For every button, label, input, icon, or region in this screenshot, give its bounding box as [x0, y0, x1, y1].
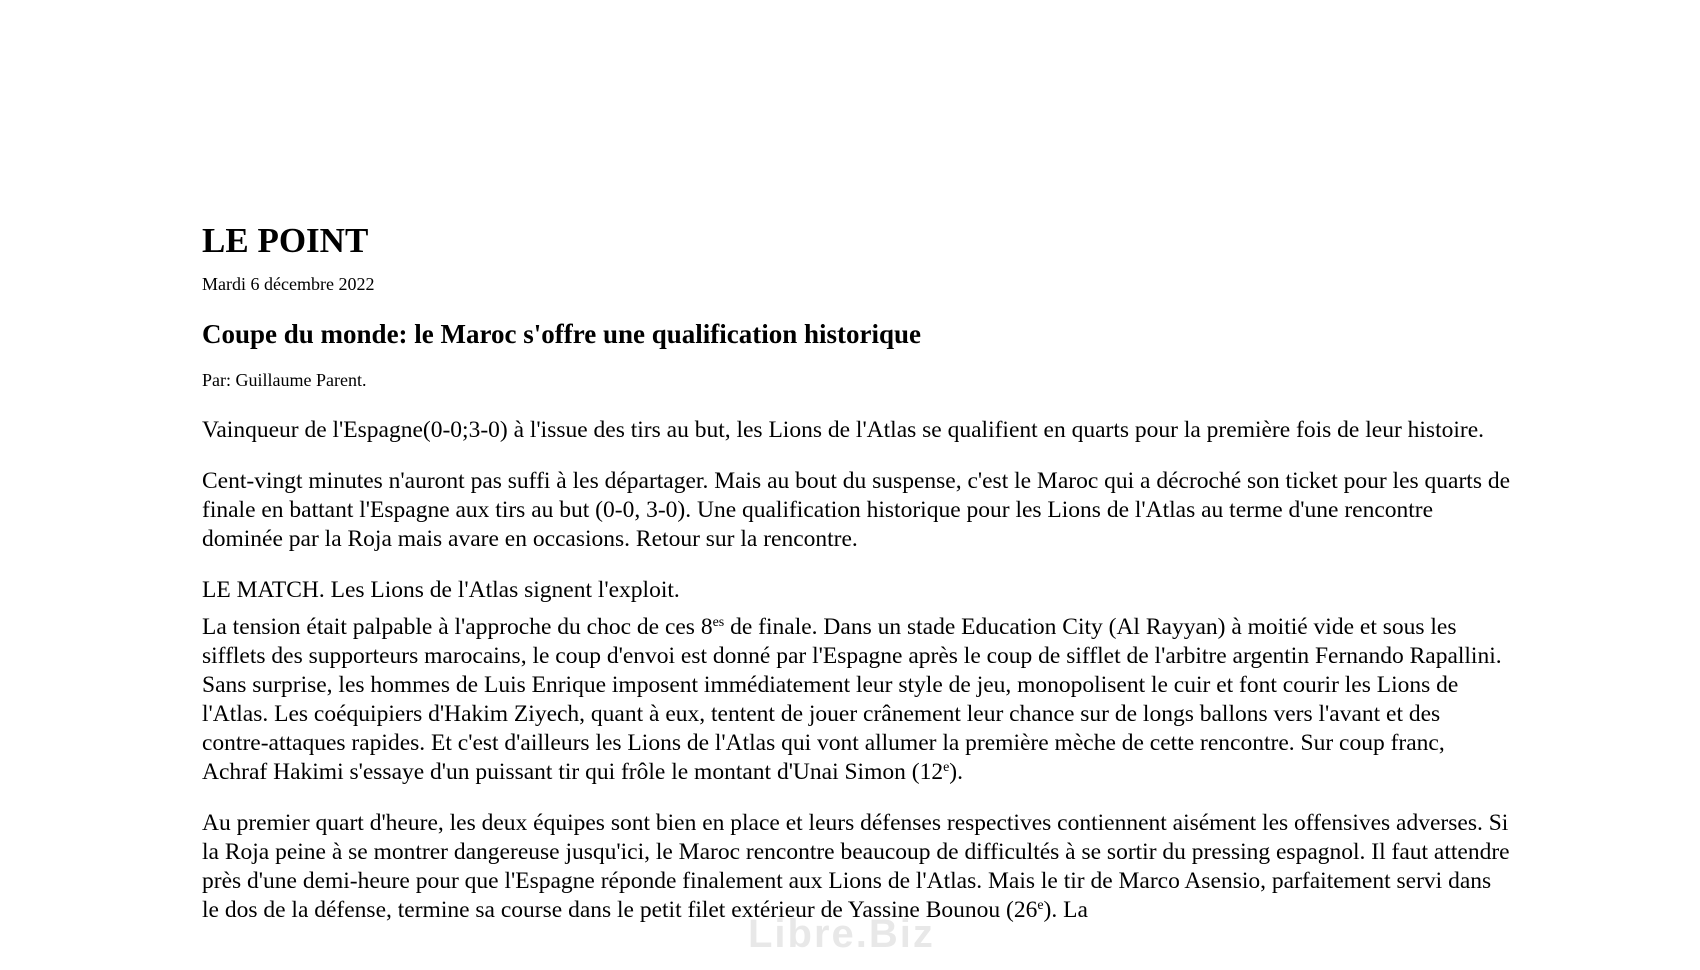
article-paragraph-1 — [202, 613, 1512, 787]
article-byline: Par: Guillaume Parent. — [202, 369, 367, 390]
paragraph-text: Au premier quart d'heure, les deux équipes sont bien en place et leurs défenses respectives contiennent aisément les offensives adverses. Si la Roja peine à se montrer dangereuse jusqu'ici, le Maroc rencontre beaucoup de difficultés à se sortir du pressing espagnol. Il faut attendre près d'une demi-heure pour que l'Espagne réponde finalement aux Lions de l'Atlas. Mais le tir de Marco Asensio, parfaitement servi dans le dos de la défense, termine sa course dans le petit filet extérieur de Yassine Bounou (26 — [202, 809, 1510, 923]
paragraph-text: ). La — [1043, 896, 1088, 923]
paragraph-text: La tension était palpable à l'approche du choc de ces 8 — [202, 613, 713, 640]
article — [202, 220, 1512, 925]
article-lead: Vainqueur de l'Espagne(0-0;3-0) à l'issue des tirs au but, les Lions de l'Atlas se qualifient en quarts pour la première fois de leur histoire. — [202, 416, 1485, 443]
superscript: es — [712, 614, 725, 630]
watermark: Libre.Biz — [748, 912, 935, 956]
superscript: e — [1037, 897, 1044, 913]
publication-masthead: LE POINT — [202, 221, 369, 260]
section-heading: LE MATCH. Les Lions de l'Atlas signent l'exploit. — [202, 576, 680, 603]
superscript: e — [943, 759, 950, 775]
article-paragraph-2 — [202, 809, 1512, 925]
article-intro: Cent-vingt minutes n'auront pas suffi à les départager. Mais au bout du suspense, c'est le Maroc qui a décroché son ticket pour les quarts de finale en battant l'Espagne aux tirs au but (0-0, 3-0). Une qualification historique pour les Lions de l'Atlas au terme d'une rencontre dominée par la Roja mais avare en occasions. Retour sur la rencontre. — [202, 467, 1511, 552]
paragraph-text: de finale. Dans un stade Education City (Al Rayyan) à moitié vide et sous les sifflets des supporteurs marocains, le coup d'envoi est donné par l'Espagne après le coup de sifflet de l'arbitre argentin Fernando Rapallini. Sans surprise, les hommes de Luis Enrique imposent immédiatement leur style de jeu, monopolisent le cuir et font courir les Lions de l'Atlas. Les coéquipiers d'Hakim Ziyech, quant à eux, tentent de jouer crânement leur chance sur de longs ballons vers l'avant et des contre-attaques rapides. Et c'est d'ailleurs les Lions de l'Atlas qui vont allumer la première mèche de cette rencontre. Sur coup franc, Achraf Hakimi s'essaye d'un puissant tir qui frôle le montant d'Unai Simon (12 — [202, 613, 1502, 785]
publication-date: Mardi 6 décembre 2022 — [202, 274, 375, 294]
paragraph-text: ). — [949, 758, 963, 785]
article-headline: Coupe du monde: le Maroc s'offre une qualification historique — [202, 318, 922, 349]
